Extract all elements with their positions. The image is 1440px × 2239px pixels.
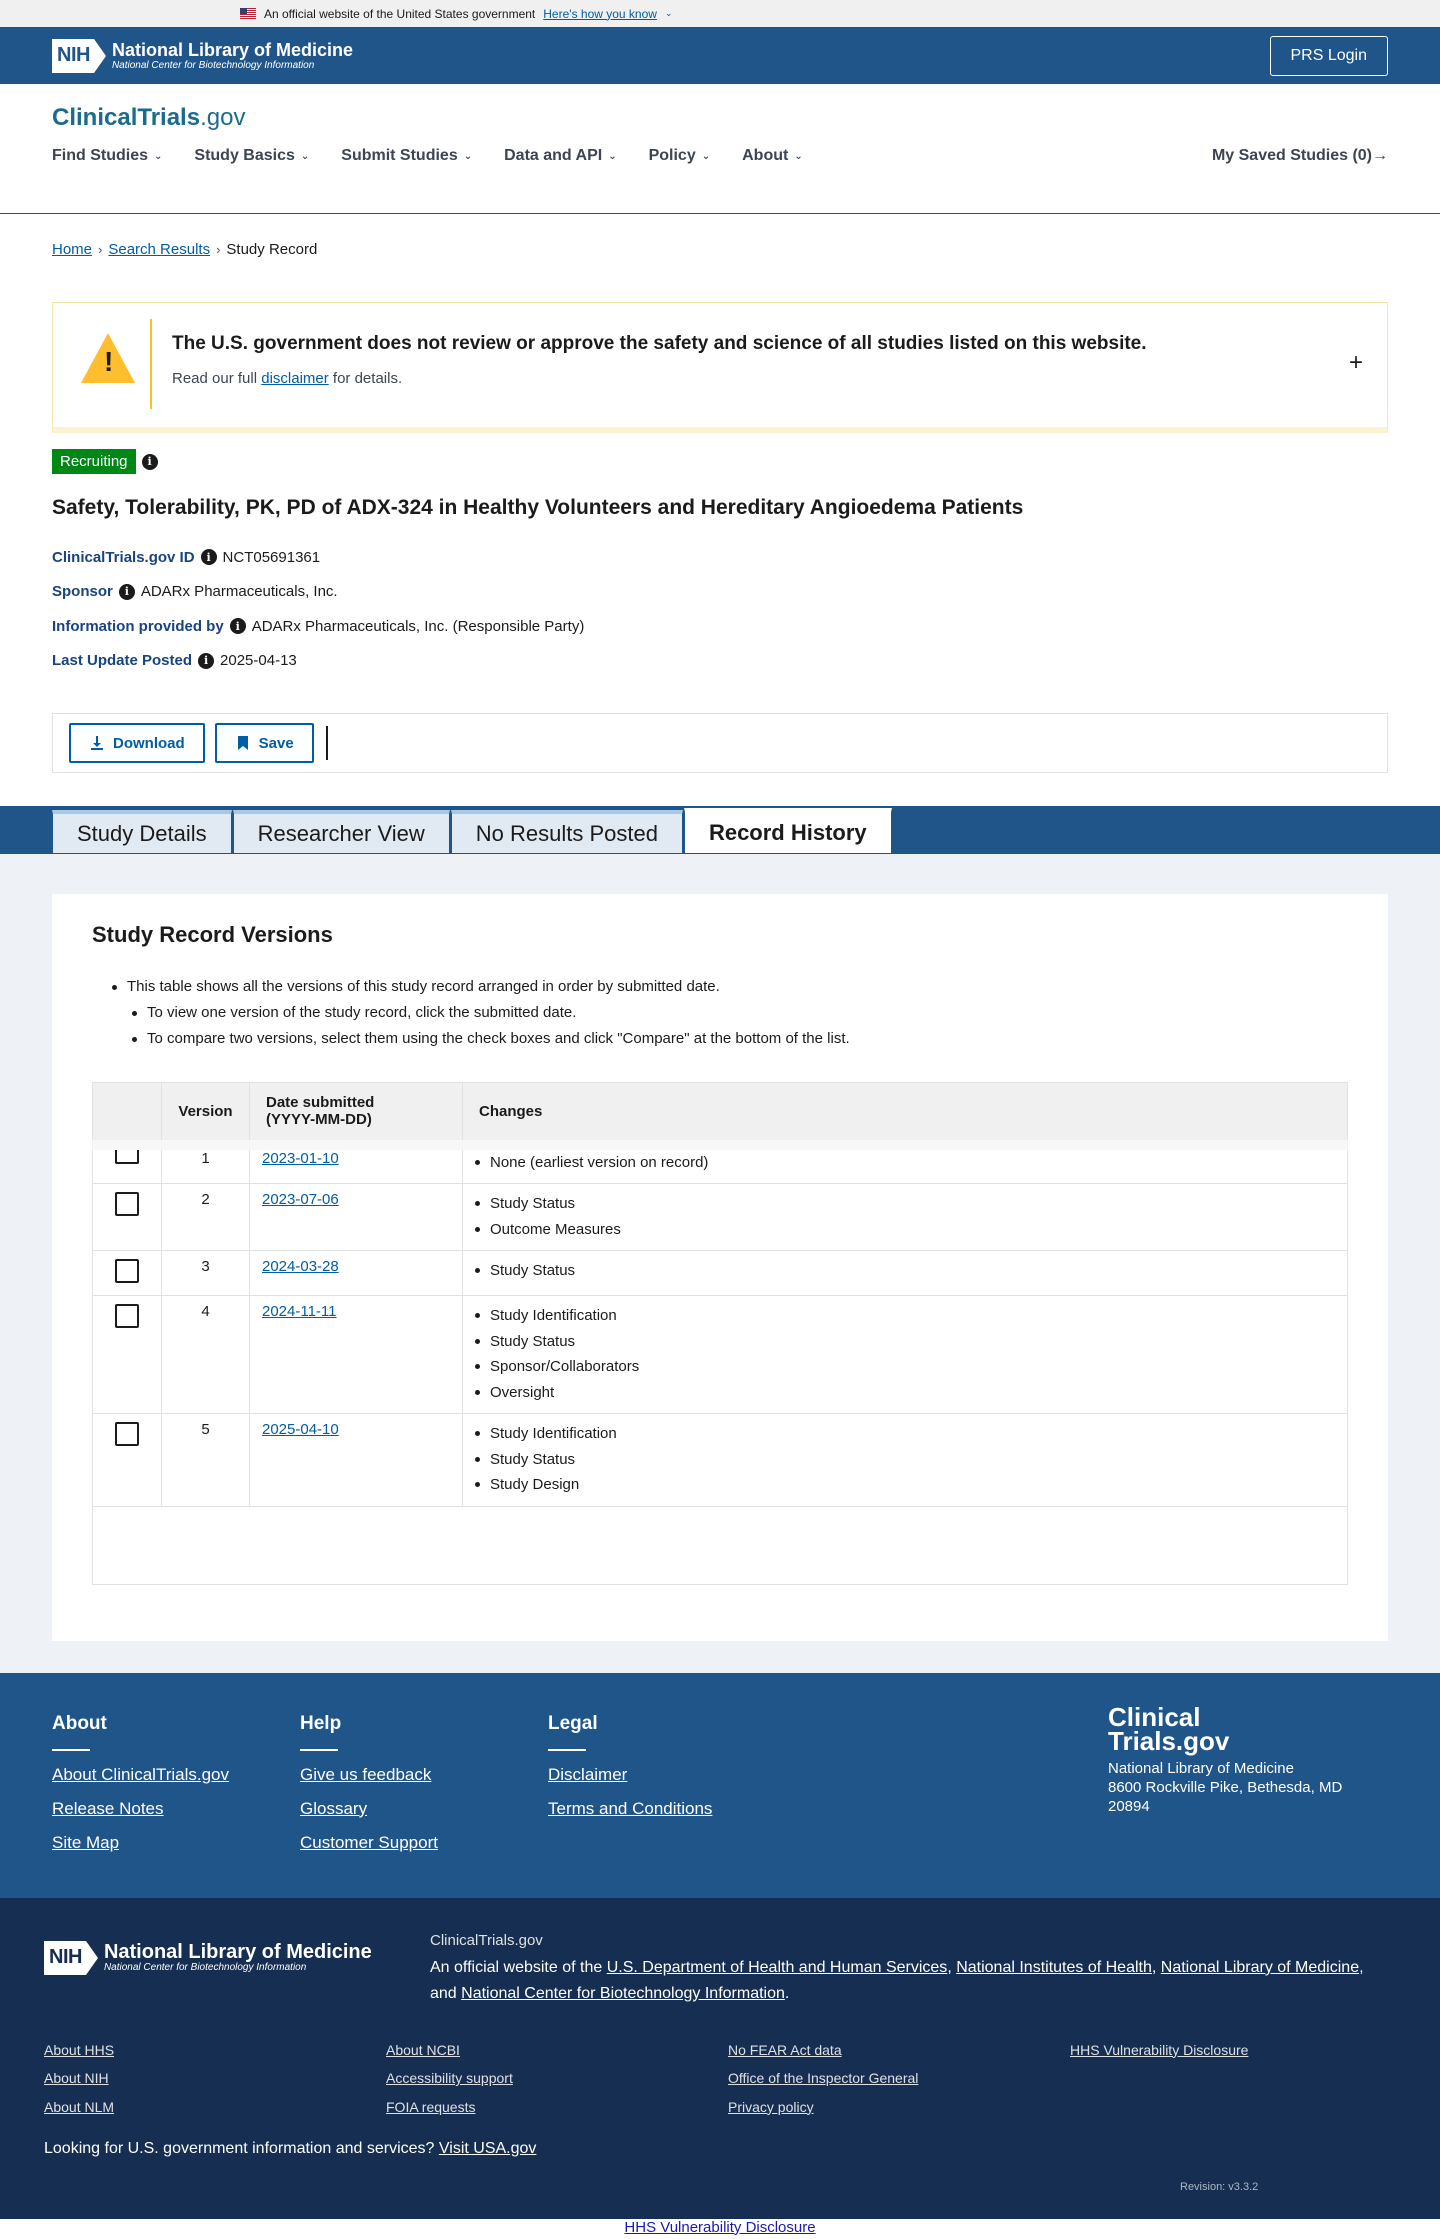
download-button[interactable] [69,723,205,763]
nih-logo-letters: NIH [52,39,94,73]
footer-link[interactable]: Release Notes [52,1798,164,1818]
change-item: Study Status [475,1258,1335,1284]
status-row [52,449,1388,474]
nav-study-basics[interactable] [194,147,309,165]
nih-logo-title: National Library of Medicine [111,39,353,60]
my-saved-studies-link[interactable] [1212,147,1388,165]
nih-mark-icon [52,39,106,73]
logo-main-text: ClinicalTrials [52,104,201,131]
nav-policy[interactable] [649,147,711,165]
meta-value: ADARx Pharmaceuticals, Inc. (Responsible Party) [251,617,585,635]
breadcrumb-search-results[interactable]: Search Results [108,241,211,258]
version-number: 4 [162,1296,250,1414]
version-checkbox[interactable] [115,1150,139,1164]
saved-label: My Saved Studies (0) [1211,147,1372,164]
footer-heading-underline [548,1749,586,1751]
meta-label: Last Update Posted [52,652,193,670]
breadcrumb [0,214,1440,262]
us-flag-icon [240,8,256,19]
study-title: Safety, Tolerability, PK, PD of ADX-324 in Healthy Volunteers and Hereditary Angioedema Patients [52,496,1024,519]
toolbar-divider [326,726,328,760]
change-item: Sponsor/Collaborators [475,1354,1335,1380]
chevron-down-icon: ⌄ [794,150,803,162]
footer-help-column [300,1713,438,1867]
tab-study-details[interactable]: Study Details [52,810,232,854]
warning-icon: ! [81,333,135,383]
save-label: Save [258,734,294,752]
select-column-header [93,1083,162,1145]
intro-item: To compare two versions, select them using the check boxes and click "Compare" at the bottom of the list. [132,1026,1348,1052]
version-number: 3 [162,1251,250,1296]
change-item: Study Design [475,1472,1335,1498]
footer-link[interactable]: Disclaimer [548,1764,628,1784]
version-checkbox[interactable] [115,1304,139,1328]
version-number: 5 [162,1414,250,1507]
nav-label: Submit Studies [341,147,458,164]
agency-link[interactable]: Office of the Inspector General [728,2070,919,2086]
official-website-notice: ClinicalTrials.gov An official website of the U.S. Department of Health and Human Services, National Institutes of Health, National Library of Medicine, and National Center for Biotechnology Information. [430,1932,1390,2007]
version-checkbox[interactable] [115,1259,139,1283]
status-badge: Recruiting [52,449,136,474]
footer-link[interactable]: Glossary [300,1798,368,1818]
bookmark-icon [235,735,251,751]
versions-heading: Study Record Versions [92,922,333,947]
intro-item: To view one version of the study record, click the submitted date. [132,1000,1348,1026]
footer-legal-column [548,1713,712,1833]
nav-data-and-api[interactable] [504,147,616,165]
footer-heading: Legal [548,1712,598,1734]
versions-card [52,894,1388,1641]
content-area [0,854,1440,1673]
table-row [93,1414,1348,1507]
disclaimer-title: The U.S. government does not review or approve the safety and science of all studies listed on this website. [172,333,1147,354]
agency-link[interactable]: About NIH [44,2070,109,2086]
chevron-right-icon: › [98,242,103,257]
footer-logo-line: Trials.gov [1108,1725,1230,1756]
chevron-right-icon: › [216,242,221,257]
table-footer-row [93,1506,1348,1584]
change-item: Study Identification [475,1303,1335,1329]
nlm-link[interactable]: National Library of Medicine [1160,1958,1360,1976]
table-row [93,1251,1348,1296]
table-row [93,1184,1348,1251]
footer-heading: Help [300,1712,342,1734]
breadcrumb-home[interactable]: Home [52,241,93,258]
agency-link[interactable]: About HHS [44,2041,115,2058]
change-item: Study Identification [475,1421,1335,1447]
expand-plus-icon[interactable]: + [1348,349,1363,376]
version-date-link[interactable]: 2024-11-11 [262,1303,337,1320]
agency-link[interactable]: HHS Vulnerability Disclosure [1070,2041,1249,2058]
table-row [93,1145,1348,1184]
footer-link[interactable]: Terms and Conditions [548,1798,713,1818]
meta-sponsor [52,575,1388,610]
version-number: 2 [162,1184,250,1251]
intro-item: This table shows all the versions of this study record arranged in order by submitted date. [112,974,1348,1000]
agency-link[interactable]: About NLM [44,2098,115,2115]
meta-id [52,540,1388,575]
disclaimer-post: for details. [332,370,403,387]
version-checkbox[interactable] [115,1192,139,1216]
meta-value: ADARx Pharmaceuticals, Inc. [140,583,338,601]
nih-logo-letters: NIH [44,1941,86,1975]
changes-column-header: Changes [463,1083,1348,1145]
nih-logo[interactable] [52,39,353,73]
footer-address: National Library of Medicine 8600 Rockville Pike, Bethesda, MD 20894 [1108,1759,1343,1815]
footer-link[interactable]: Site Map [52,1832,120,1852]
footer-logo-line: Clinical [1108,1701,1201,1732]
change-item: Oversight [475,1380,1335,1406]
info-icon[interactable]: i [119,584,135,600]
footer-site-name: ClinicalTrials.gov [430,1931,543,1949]
clinicaltrials-logo[interactable] [52,104,245,132]
nav-label: Study Basics [194,147,295,164]
nih-arrow-icon [86,1941,98,1975]
agency-link[interactable]: No FEAR Act data [728,2041,842,2058]
ncbi-link[interactable]: National Center for Biotechnology Information [461,1984,785,2002]
table-row [93,1296,1348,1414]
study-meta [52,540,1388,678]
agency-link[interactable]: Accessibility support [386,2070,513,2086]
chevron-down-icon: ⌄ [608,150,617,162]
breadcrumb-current: Study Record [226,241,318,258]
save-button[interactable] [215,723,314,763]
disclaimer-link[interactable]: disclaimer [261,370,329,387]
info-icon[interactable]: i [142,454,158,470]
chevron-down-icon: ⌄ [664,8,673,18]
nav-label: Policy [648,147,696,164]
hhs-link[interactable]: U.S. Department of Health and Human Services [606,1958,948,1976]
site-footer [0,1673,1440,1898]
footer-link[interactable]: Customer Support [300,1832,438,1852]
download-icon [89,735,105,751]
chevron-down-icon: ⌄ [463,150,473,162]
agency-link[interactable]: Privacy policy [728,2098,814,2115]
version-date-link[interactable]: 2023-01-10 [262,1149,339,1167]
gov-banner [0,0,1440,27]
table-header-row [93,1083,1348,1145]
info-icon[interactable]: i [230,618,246,634]
agency-link[interactable]: FOIA requests [386,2098,476,2115]
usa-gov-notice [44,2140,536,2158]
official-text: An official website of the [430,1958,603,1976]
tab-no-results-posted[interactable]: No Results Posted [451,810,683,854]
arrow-right-icon: → [1372,147,1388,164]
meta-value: 2025-04-13 [220,652,297,670]
footer-link[interactable]: About ClinicalTrials.gov [52,1764,229,1784]
footer-nih-logo[interactable] [44,1941,372,1975]
nih-logo-subtitle: National Center for Biotechnology Information [111,59,315,71]
usa-text: Looking for U.S. government information and services? [44,2139,435,2157]
nav-label: About [742,147,789,164]
nih-logo-title: National Library of Medicine [103,1940,372,1963]
download-label: Download [113,734,185,752]
hhs-vulnerability-link[interactable]: HHS Vulnerability Disclosure [624,2218,816,2236]
site-header [0,84,1440,214]
chevron-down-icon: ⌄ [154,150,163,162]
footer-heading: About [52,1712,107,1734]
meta-label: ClinicalTrials.gov ID [52,548,195,566]
nih-link[interactable]: National Institutes of Health [956,1958,1152,1976]
version-column-header: Version [162,1083,250,1145]
footer-ct-logo [1108,1701,1343,1816]
nav-about[interactable] [742,147,803,165]
agency-footer [0,1898,1440,2219]
version-number: 1 [162,1145,250,1184]
meta-label: Information provided by [52,617,224,635]
version-date-link[interactable]: 2023-07-06 [262,1191,339,1208]
date-column-header: Date submitted (YYYY-MM-DD) [250,1083,463,1145]
nav-find-studies[interactable] [52,147,162,165]
meta-provided-by [52,609,1388,644]
change-item: Study Status [475,1447,1335,1473]
usa-gov-link[interactable]: Visit USA.gov [438,2139,537,2157]
change-item: Study Status [475,1191,1335,1217]
change-item: None (earliest version on record) [475,1150,1335,1176]
version-checkbox[interactable] [115,1422,139,1446]
version-date-link[interactable]: 2025-04-10 [262,1421,339,1438]
meta-value: NCT05691361 [222,548,321,566]
disclaimer-pre: Read our full [172,370,258,387]
change-item: Study Status [475,1329,1335,1355]
chevron-down-icon: ⌄ [300,150,310,162]
nih-mark-icon [44,1941,98,1975]
tab-record-history[interactable]: Record History [684,808,892,854]
agency-links [44,2036,1412,2122]
nih-arrow-icon [94,39,106,73]
meta-label: Sponsor [52,583,113,601]
tab-researcher-view[interactable]: Researcher View [233,810,450,854]
version-date-link[interactable]: 2024-03-28 [262,1258,339,1275]
main-nav [52,147,835,165]
versions-table [92,1082,1348,1585]
info-icon[interactable]: i [201,549,217,565]
info-icon[interactable]: i [198,653,214,669]
footer-heading-underline [300,1749,338,1751]
official-and: and [430,1984,457,2002]
agency-link[interactable]: About NCBI [386,2041,460,2058]
alert-divider [150,319,152,409]
disclaimer-text [172,370,402,387]
footer-link[interactable]: Give us feedback [300,1764,432,1784]
record-toolbar [52,713,1388,773]
heres-how-you-know-link[interactable]: Here's how you know [543,6,657,21]
chevron-down-icon: ⌄ [701,150,711,162]
nih-logo-subtitle: National Center for Biotechnology Information [103,1961,307,1973]
logo-suffix-text: .gov [200,104,246,131]
bottom-disclosure [0,2219,1440,2239]
footer-heading-underline [52,1749,90,1751]
record-tabs [0,806,1440,854]
prs-login-button[interactable]: PRS Login [1270,36,1389,76]
revision-text: Revision: v3.3.2 [1180,2180,1259,2193]
gov-banner-text: An official website of the United States government [264,6,536,21]
versions-intro [92,974,1348,1052]
footer-about-column [52,1713,229,1867]
nav-label: Data and API [504,147,603,164]
meta-last-update [52,644,1388,679]
nih-header [0,27,1440,84]
disclaimer-alert[interactable] [52,302,1388,433]
change-item: Outcome Measures [475,1217,1335,1243]
nav-label: Find Studies [52,147,148,164]
nav-submit-studies[interactable] [341,147,472,165]
